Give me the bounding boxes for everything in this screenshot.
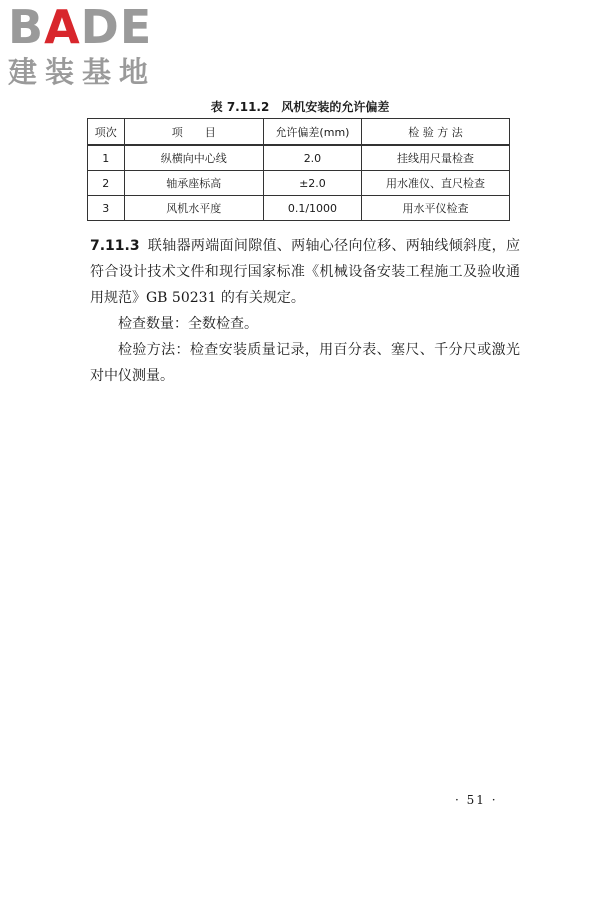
header-tolerance: 允许偏差(mm) bbox=[263, 119, 361, 146]
cell-tolerance: 0.1/1000 bbox=[263, 196, 361, 221]
check-quantity: 检查数量：全数检查。 bbox=[118, 316, 258, 332]
table-row bbox=[88, 171, 510, 196]
header-method: 检 验 方 法 bbox=[362, 119, 510, 146]
table-row bbox=[88, 145, 510, 171]
cell-item: 轴承座标高 bbox=[124, 171, 263, 196]
table-row bbox=[88, 196, 510, 221]
table-title: 表 7.11.2 风机安装的允许偏差 bbox=[210, 100, 390, 114]
clause-body bbox=[90, 233, 520, 311]
cell-item: 风机水平度 bbox=[124, 196, 263, 221]
cell-no: 1 bbox=[88, 145, 125, 171]
cell-method: 用水平仪检查 bbox=[362, 196, 510, 221]
clause-number: 7.11.3 bbox=[90, 238, 140, 254]
clause-7-11-3 bbox=[90, 233, 520, 389]
cell-method: 用水准仪、直尺检查 bbox=[362, 171, 510, 196]
cell-no: 3 bbox=[88, 196, 125, 221]
page-number: · 51 · bbox=[455, 793, 498, 807]
header-item-no: 项次 bbox=[88, 119, 125, 146]
cell-item: 纵横向中心线 bbox=[124, 145, 263, 171]
cell-no: 2 bbox=[88, 171, 125, 196]
logo-wordmark: BADE bbox=[8, 0, 153, 54]
clause-text: 联轴器两端面间隙值、两轴心径向位移、两轴线倾斜度，应符合设计技术文件和现行国家标准《机械设备安装工程施工及验收通用规范》GB 50231 的有关规定。 bbox=[90, 238, 520, 306]
cell-tolerance: ±2.0 bbox=[263, 171, 361, 196]
cell-tolerance: 2.0 bbox=[263, 145, 361, 171]
table-header-row bbox=[88, 119, 510, 146]
header-item: 项 目 bbox=[124, 119, 263, 146]
logo-subtitle: 建装基地 bbox=[8, 55, 157, 89]
bade-logo bbox=[8, 2, 178, 94]
cell-method: 挂线用尺量检查 bbox=[362, 145, 510, 171]
check-method: 检验方法：检查安装质量记录，用百分表、塞尺、千分尺或激光对中仪测量。 bbox=[90, 342, 520, 384]
deviation-table bbox=[87, 118, 510, 221]
